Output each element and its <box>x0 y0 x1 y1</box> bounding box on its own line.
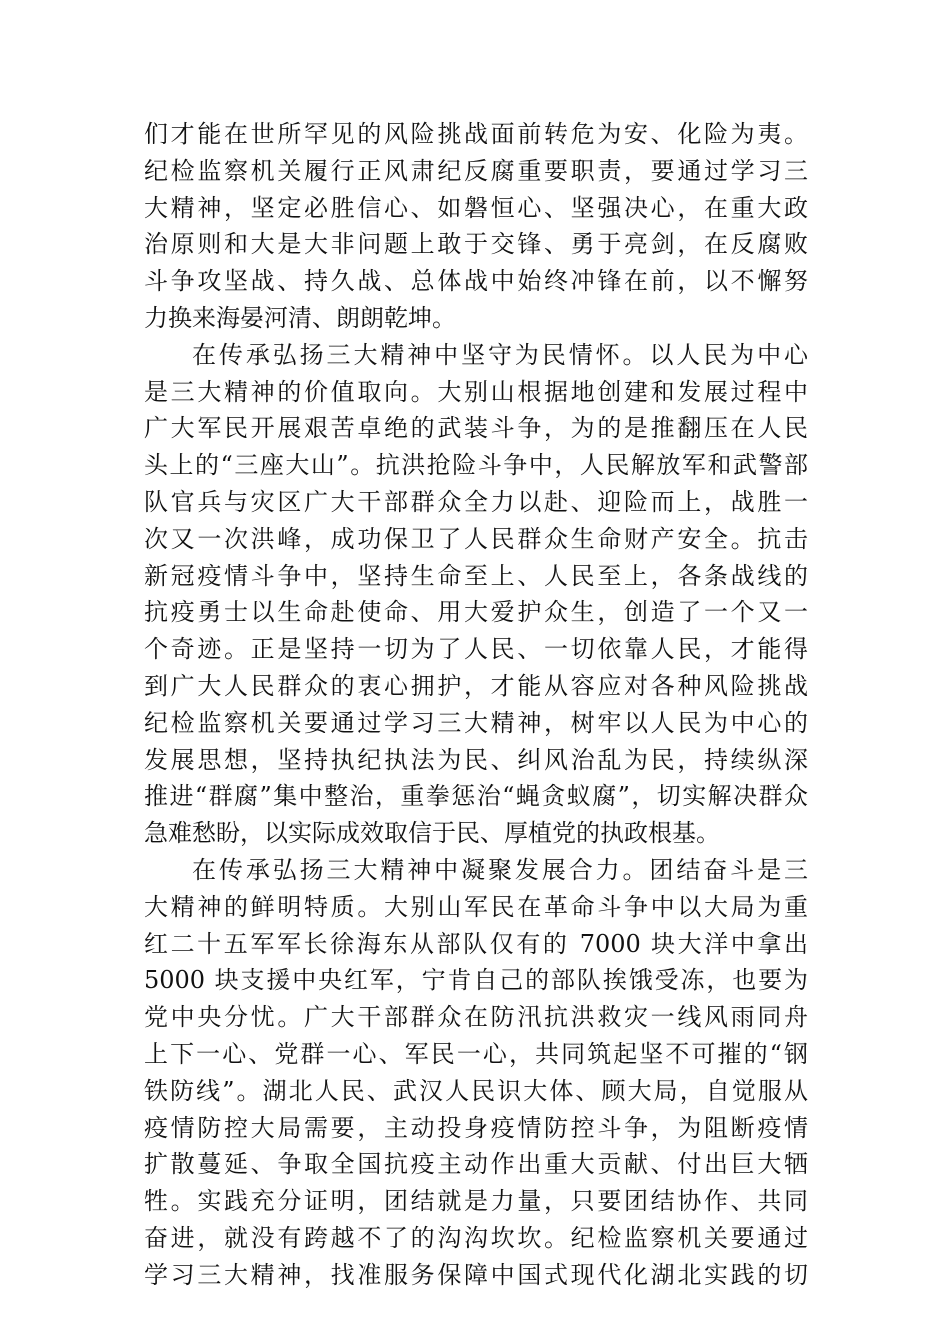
document-body <box>144 116 808 1294</box>
text-line: 在传承弘扬三大精神中凝聚发展合力。团结奋斗是三 <box>192 855 808 884</box>
text-line: 发展思想，坚持执纪执法为民、纠风治乱为民，持续纵深 <box>144 745 808 774</box>
text-line: 斗争攻坚战、持久战、总体战中始终冲锋在前，以不懈努 <box>144 267 808 296</box>
text-line: 个奇迹。正是坚持一切为了人民、一切依靠人民，才能得 <box>144 635 808 664</box>
text-line: 推进“群腐”集中整治，重拳惩治“蝇贪蚁腐”，切实解决群众 <box>144 782 808 811</box>
text-line: 抗疫勇士以生命赴使命、用大爱护众生，创造了一个又一 <box>144 598 808 627</box>
text-line: 红二十五军军长徐海东从部队仅有的 7000 块大洋中拿出 <box>144 929 808 958</box>
text-line: 上下一心、党群一心、军民一心，共同筑起坚不可摧的“钢 <box>144 1039 808 1068</box>
text-line: 次又一次洪峰，成功保卫了人民群众生命财产安全。抗击 <box>144 524 808 553</box>
text-line: 是三大精神的价值取向。大别山根据地创建和发展过程中 <box>144 377 808 406</box>
text-line: 扩散蔓延、争取全国抗疫主动作出重大贡献、付出巨大牺 <box>144 1150 808 1179</box>
text-line: 到广大人民群众的衷心拥护，才能从容应对各种风险挑战 <box>144 671 808 700</box>
text-line: 学习三大精神，找准服务保障中国式现代化湖北实践的切 <box>144 1260 808 1289</box>
text-line: 新冠疫情斗争中，坚持生命至上、人民至上，各条战线的 <box>144 561 808 590</box>
text-line: 力换来海晏河清、朗朗乾坤。 <box>144 303 456 332</box>
text-line: 党中央分忧。广大干部群众在防汛抗洪救灾一线风雨同舟 <box>144 1003 808 1032</box>
text-line: 纪检监察机关履行正风肃纪反腐重要职责，要通过学习三 <box>144 156 808 185</box>
text-line: 5000 块支援中央红军，宁肯自己的部队挨饿受冻，也要为 <box>144 966 808 995</box>
text-line: 治原则和大是大非问题上敢于交锋、勇于亮剑，在反腐败 <box>144 230 808 259</box>
text-line: 们才能在世所罕见的风险挑战面前转危为安、化险为夷。 <box>144 120 808 148</box>
text-line: 铁防线”。湖北人民、武汉人民识大体、顾大局，自觉服从 <box>144 1076 808 1105</box>
text-line: 疫情防控大局需要，主动投身疫情防控斗争，为阻断疫情 <box>144 1113 808 1142</box>
text-line: 队官兵与灾区广大干部群众全力以赴、迎险而上，战胜一 <box>144 487 808 516</box>
text-line: 牲。实践充分证明，团结就是力量，只要团结协作、共同 <box>144 1187 808 1216</box>
text-line: 纪检监察机关要通过学习三大精神，树牢以人民为中心的 <box>144 708 808 737</box>
text-line: 大精神，坚定必胜信心、如磐恒心、坚强决心，在重大政 <box>144 193 808 222</box>
text-line: 奋进，就没有跨越不了的沟沟坎坎。纪检监察机关要通过 <box>144 1223 808 1252</box>
text-line: 在传承弘扬三大精神中坚守为民情怀。以人民为中心 <box>192 340 808 369</box>
text-line: 大精神的鲜明特质。大别山军民在革命斗争中以大局为重 <box>144 892 808 921</box>
text-line: 广大军民开展艰苦卓绝的武装斗争，为的是推翻压在人民 <box>144 414 808 443</box>
text-line: 头上的“三座大山”。抗洪抢险斗争中，人民解放军和武警部 <box>144 451 808 480</box>
text-line: 急难愁盼，以实际成效取信于民、厚植党的执政根基。 <box>144 819 720 848</box>
